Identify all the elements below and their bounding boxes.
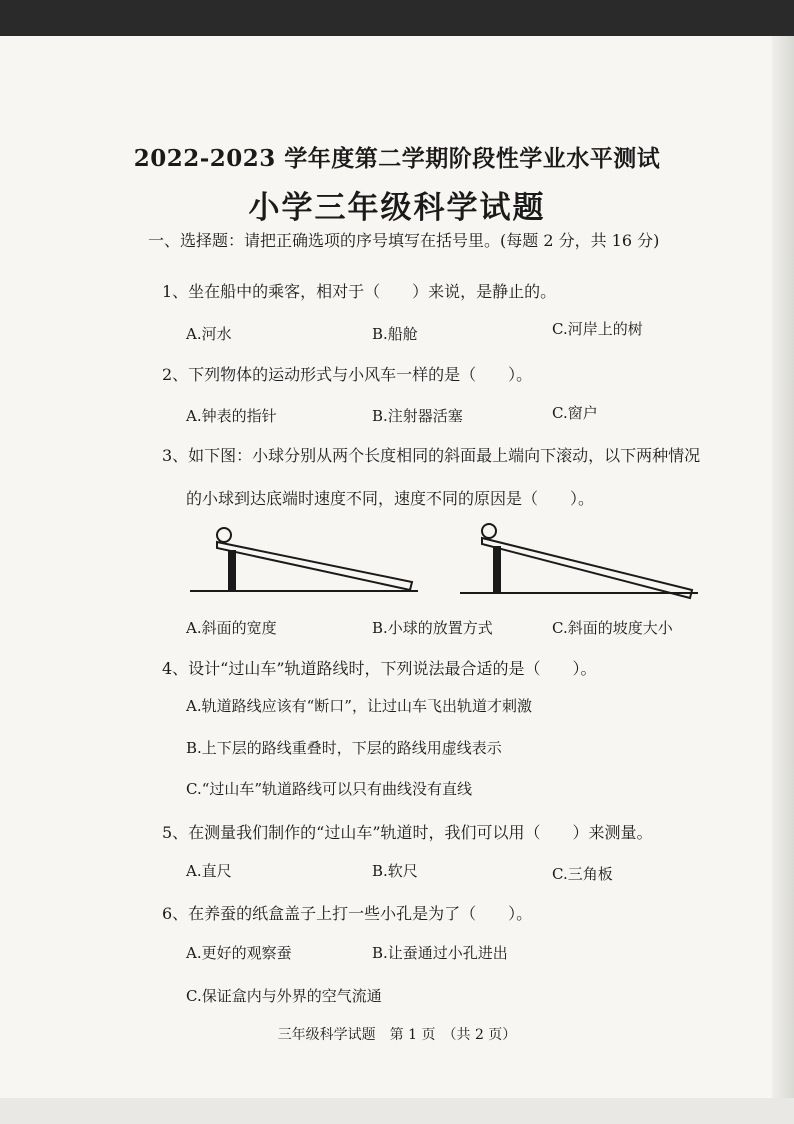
question-5-option-b: B.软尺 (372, 862, 418, 880)
scan-bottom-edge (0, 1098, 794, 1124)
exam-title-line2: 小学三年级科学试题 (248, 190, 546, 226)
exam-title-line1: 2022-2023 学年度第二学期阶段性学业水平测试 (133, 145, 661, 172)
question-3-option-b: B.小球的放置方式 (372, 619, 493, 637)
incline-plank (482, 538, 692, 598)
page-footer: 三年级科学试题 第 1 页 （共 2 页） (277, 1027, 517, 1043)
question-6-stem: 6、在养蚕的纸盒盖子上打一些小孔是为了（ ）。 (162, 904, 533, 923)
question-2-option-c: C.窗户 (552, 404, 598, 422)
question-5-stem: 5、在测量我们制作的“过山车”轨道时，我们可以用（ ）来测量。 (162, 823, 653, 842)
question-6-option-c: C.保证盒内与外界的空气流通 (186, 987, 382, 1005)
section-heading: 一、选择题：请把正确选项的序号填写在括号里。(每题 2 分，共 16 分) (148, 231, 660, 250)
incline-figure-low (190, 520, 420, 600)
question-1-option-c: C.河岸上的树 (552, 320, 643, 338)
question-4-stem: 4、设计“过山车”轨道路线时，下列说法最合适的是（ ）。 (162, 659, 597, 678)
question-1-stem: 1、坐在船中的乘客，相对于（ ）来说，是静止的。 (162, 282, 557, 301)
question-4-option-c: C.“过山车”轨道路线可以只有曲线没有直线 (186, 780, 473, 798)
incline-plank (217, 542, 412, 590)
incline-figure-steep (460, 518, 700, 602)
question-3-option-c: C.斜面的坡度大小 (552, 619, 673, 637)
question-1-option-a: A.河水 (186, 325, 232, 343)
question-6-option-a: A.更好的观察蚕 (186, 944, 292, 962)
question-5-option-c: C.三角板 (552, 865, 613, 883)
question-3-stem-line2: 的小球到达底端时速度不同，速度不同的原因是（ ）。 (186, 489, 595, 508)
question-3-stem-line1: 3、如下图：小球分别从两个长度相同的斜面最上端向下滚动，以下两种情况 (162, 446, 701, 465)
question-2-option-b: B.注射器活塞 (372, 407, 463, 425)
question-6-option-b: B.让蚕通过小孔进出 (372, 944, 508, 962)
question-2-stem: 2、下列物体的运动形式与小风车一样的是（ ）。 (162, 365, 533, 384)
question-4-option-b: B.上下层的路线重叠时，下层的路线用虚线表示 (186, 739, 502, 757)
question-2-option-a: A.钟表的指针 (186, 407, 277, 425)
ball (217, 528, 231, 542)
question-5-option-a: A.直尺 (186, 862, 232, 880)
question-1-option-b: B.船舱 (372, 325, 418, 343)
ball (482, 524, 496, 538)
question-4-option-a: A.轨道路线应该有“断口”，让过山车飞出轨道才刺激 (186, 697, 532, 715)
support-post (228, 550, 236, 590)
support-post (493, 546, 501, 592)
scan-top-edge (0, 0, 794, 36)
question-3-option-a: A.斜面的宽度 (186, 619, 277, 637)
